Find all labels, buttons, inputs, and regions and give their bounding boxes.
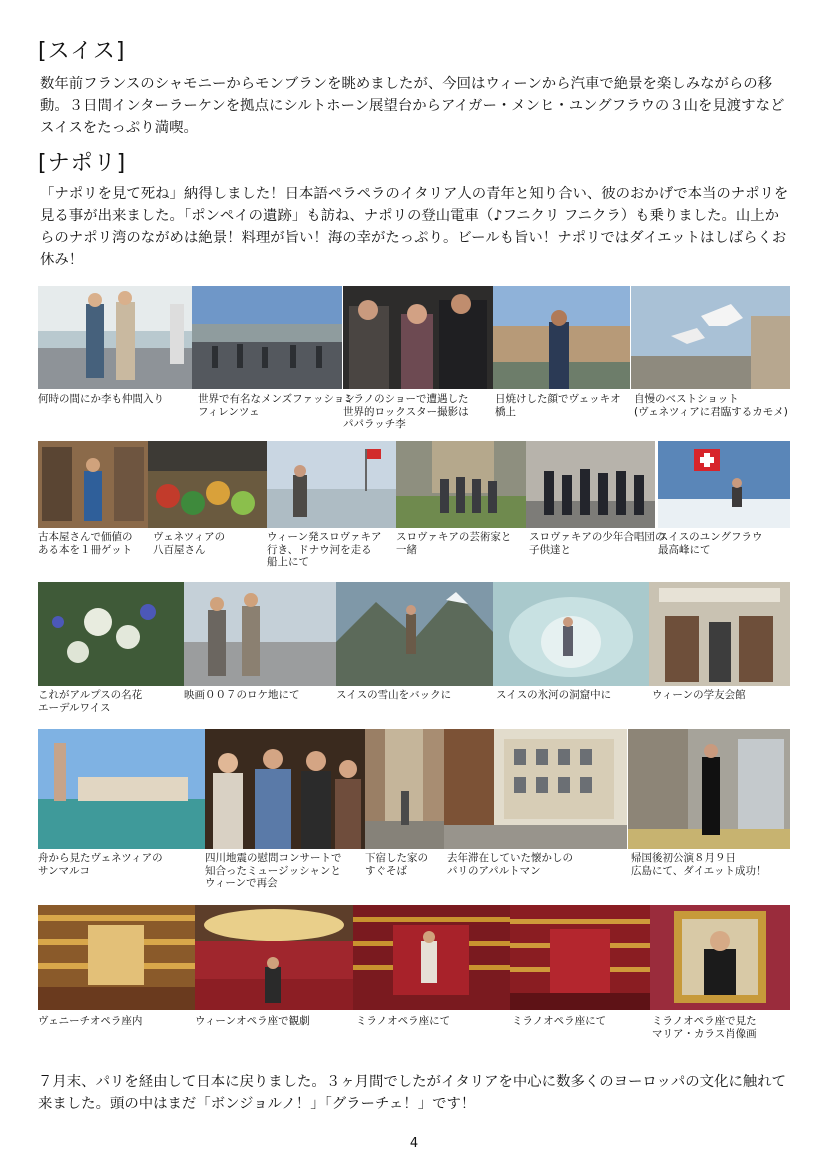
photo-caption: ミラノオペラ座で見た マリア・カラス肖像画 xyxy=(652,1015,757,1040)
photo-musikverein xyxy=(649,582,790,686)
photo-greengrocer xyxy=(148,441,267,528)
photo-caption: ウィーンの学友会館 xyxy=(652,689,746,701)
photo-jungfrau-peak xyxy=(658,441,790,528)
photo-milan-rockstar xyxy=(343,286,493,389)
photo-caption: ウィーン発スロヴァキア 行き、ドナウ河を走る 船上にて xyxy=(267,531,382,568)
photo-caption: ミラノオペラ座にて xyxy=(356,1015,451,1027)
photo-snow-mountain xyxy=(336,582,493,686)
photo-edelweiss xyxy=(38,582,184,686)
page-number: 4 xyxy=(409,1136,419,1151)
photo-caption: ウィーンオペラ座で観劇 xyxy=(195,1015,310,1027)
photo-row-2 xyxy=(38,441,790,571)
photo-007-location xyxy=(184,582,336,686)
photo-row-5 xyxy=(38,905,790,1045)
photo-row-4 xyxy=(38,729,790,889)
photo-caption: スロヴァキアの芸術家と 一緒 xyxy=(396,531,512,556)
photo-ponte-vecchio xyxy=(493,286,630,389)
photo-callas-portrait xyxy=(650,905,790,1010)
photo-caption: スイスの雪山をバックに xyxy=(336,689,452,701)
photo-caption: ミラノのショーで遭遇した 世界的ロックスター撮影は パパラッチ李 xyxy=(343,393,469,430)
photo-caption: スイスの氷河の洞窟中に xyxy=(496,689,612,701)
photo-row-1 xyxy=(38,286,790,430)
photo-caption: 映画００７のロケ地にて xyxy=(184,689,300,701)
photo-glacier-cave xyxy=(493,582,649,686)
photo-caption: 去年滞在していた懐かしの パリのアパルトマン xyxy=(447,852,573,877)
section-heading-naples: [ナポリ] xyxy=(38,151,127,176)
paragraph-naples: 「ナポリを見て死ね」納得しました！日本語ペラペラのイタリア人の青年と知り合い、彼のおかげで本当のナポリを見る事が出来ました。「ポンペイの遺跡」も訪ね、ナポリの登山電車（♪フニクリ フニクラ）も乗りました。山上からのナポリ湾のながめは絶景！料理が旨い！海の幸がたっぷり。ビールも旨い！ナポリではダイエットはしばらくお休み！ xyxy=(40,186,789,268)
photo-caption: ヴェネツィアの 八百屋さん xyxy=(153,531,226,556)
photo-caption: 舟から見たヴェネツィアの サンマルコ xyxy=(38,852,163,877)
photo-milan-opera-2 xyxy=(510,905,650,1010)
photo-san-marco xyxy=(38,729,205,849)
photo-musicians-reunion xyxy=(205,729,365,849)
photo-caption: スイスのユングフラウ 最高峰にて xyxy=(658,531,763,556)
photo-boys-choir xyxy=(526,441,655,528)
photo-caption: 四川地震の慰問コンサートで 知合ったミュージッシャンと ウィーンで再会 xyxy=(205,852,342,889)
photo-lodging-street xyxy=(365,729,444,849)
photo-caption: 日焼けした顔でヴェッキオ 橋上 xyxy=(495,393,621,418)
photo-paris-apartment xyxy=(444,729,627,849)
photo-caption: 帰国後初公演８月９日 広島にて、ダイエット成功！ xyxy=(631,852,767,877)
photo-hiroshima-concert xyxy=(628,729,790,849)
photo-street-friends xyxy=(38,286,192,389)
photo-milan-opera-1 xyxy=(353,905,510,1010)
photo-caption: 自慢のベストショット (ヴェネツィアに君臨するカモメ) xyxy=(634,393,788,418)
photo-slovak-artist xyxy=(396,441,526,528)
paragraph-closing: ７月末、パリを経由して日本に戻りました。３ヶ月間でしたがイタリアを中心に数多くのヨーロッパの文化に触れて来ました。頭の中はまだ「ボンジョルノ！」「グラーチェ！」です！ xyxy=(38,1074,787,1112)
photo-venice-seagull xyxy=(631,286,790,389)
photo-venice-opera xyxy=(38,905,195,1010)
photo-bookstore xyxy=(38,441,148,528)
photo-caption: ミラノオペラ座にて xyxy=(512,1015,607,1027)
photo-caption: これがアルプスの名花 エーデルワイス xyxy=(38,689,143,714)
photo-caption: 下宿した家の すぐそば xyxy=(365,852,428,877)
photo-caption: 古本屋さんで価値の ある本を１冊ゲット xyxy=(38,531,133,556)
photo-caption: スロヴァキアの少年合唱団の 子供達と xyxy=(529,531,666,556)
paragraph-swiss: 数年前フランスのシャモニーからモンブランを眺めましたが、今回はウィーンから汽車で絶景を楽しみながらの移動。３日間インターラーケンを拠点にシルトホーン展望台からアイガー・メンヒ・ユングフラウの３山を見渡すなどスイスをたっぷり満喫。 xyxy=(40,76,785,136)
photo-caption: 何時の間にか李も仲間入り xyxy=(38,393,164,405)
photo-vienna-opera xyxy=(195,905,353,1010)
photo-danube-ship xyxy=(267,441,396,528)
photo-florence-fashion xyxy=(192,286,342,389)
section-heading-swiss: [スイス] xyxy=(38,39,126,64)
photo-caption: ヴェニーチオペラ座内 xyxy=(38,1015,143,1027)
photo-caption: 世界で有名なメンズファッション フィレンツェ xyxy=(198,393,355,418)
photo-row-3 xyxy=(38,582,790,712)
